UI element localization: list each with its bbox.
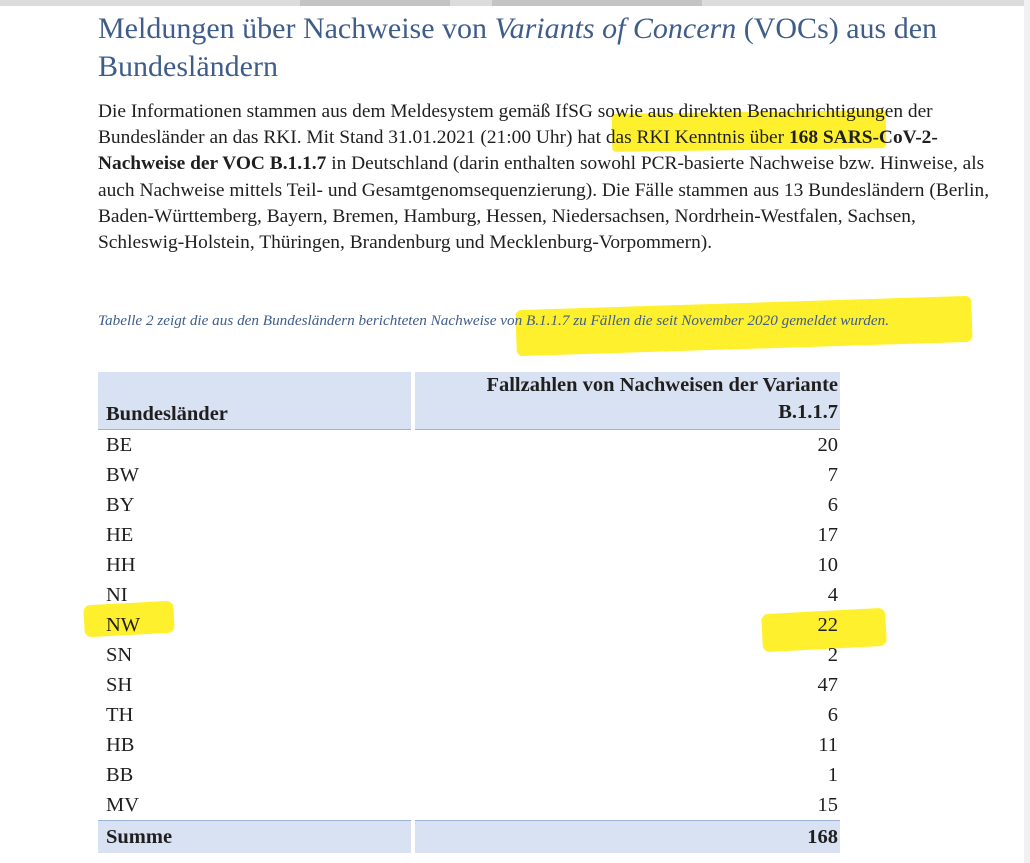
- row-case-count: 15: [817, 794, 838, 816]
- row-case-count: 10: [817, 554, 838, 576]
- table-row: [98, 700, 840, 730]
- row-state-code: BE: [106, 434, 133, 456]
- row-case-count: 2: [827, 644, 838, 666]
- row-case-count: 1: [827, 764, 838, 786]
- browser-top-strip: [0, 0, 1030, 6]
- table-row: [98, 430, 840, 461]
- table-header-row: [98, 372, 840, 430]
- title-italic-part: Variants of Concern: [494, 12, 737, 45]
- row-state-code: NW: [106, 614, 141, 636]
- row-state-code: SN: [106, 644, 133, 666]
- row-case-count: 11: [818, 734, 838, 756]
- table-row: [98, 670, 840, 700]
- table-row: [98, 610, 840, 640]
- table-total-row: [98, 821, 840, 854]
- row-case-count: 47: [817, 674, 838, 696]
- table-row: [98, 640, 840, 670]
- row-state-code: HE: [106, 524, 134, 546]
- title-part-2: (VOCs) aus den Bundesländern: [98, 12, 938, 83]
- row-case-count: 6: [827, 704, 838, 726]
- header-bundeslaender: Bundesländer: [98, 372, 413, 430]
- browser-tab[interactable]: [492, 0, 702, 6]
- variant-cases-table: [98, 372, 840, 853]
- row-case-count: 20: [817, 434, 838, 456]
- row-state-code: BB: [106, 764, 134, 786]
- title-part-1: Meldungen über Nachweise von: [98, 12, 495, 45]
- row-case-count: 22: [817, 614, 838, 636]
- table-body: [98, 430, 840, 821]
- table-row: [98, 550, 840, 580]
- table-row: [98, 520, 840, 550]
- intro-text-1: Die Informationen stammen aus dem Meldesystem gemäß IfSG sowie aus direkten Benachrichtigungen der Bundesländer an das RKI. Mit Stand 31.01.2021 (21:00 Uhr) hat das RKI Kenntnis über: [98, 101, 933, 149]
- table-row: [98, 730, 840, 760]
- row-state-code: BW: [106, 464, 140, 486]
- header-fallzahlen-line1: Fallzahlen von Nachweisen der Variante: [486, 374, 838, 396]
- row-state-code: HB: [106, 734, 135, 756]
- row-state-code: MV: [106, 794, 140, 816]
- row-case-count: 17: [817, 524, 838, 546]
- table-row: [98, 490, 840, 520]
- header-fallzahlen-line2: B.1.1.7: [778, 401, 838, 423]
- table-row: [98, 460, 840, 490]
- intro-bold-text: 168 SARS-CoV-2-Nachweise der VOC B.1.1.7: [98, 127, 938, 175]
- row-state-code: TH: [106, 704, 134, 726]
- table-row: [98, 790, 840, 821]
- row-state-code: NI: [106, 584, 128, 606]
- header-fallzahlen: [413, 372, 840, 430]
- table-row: [98, 580, 840, 610]
- row-case-count: 7: [827, 464, 838, 486]
- row-state-code: BY: [106, 494, 135, 516]
- total-label: Summe: [98, 821, 413, 854]
- row-case-count: 6: [827, 494, 838, 516]
- vertical-scrollbar[interactable]: [1024, 0, 1030, 863]
- intro-text-2: in Deutschland (darin enthalten sowohl PCR-basierte Nachweise bzw. Hinweise, als auch Nachweise mittels Teil- und Gesamtgenomsequenzierung). Die Fälle stammen aus 13 Bundesländern (Berlin, Baden-Württemberg, Bayern, Bremen, Hamburg, Hessen, Niedersachsen, Nordrhein-Westfalen, Sachsen, Schleswig-Holstein, Thüringen, Brandenburg und Mecklenburg-Vorpommern).: [98, 153, 990, 254]
- intro-paragraph: [98, 99, 1003, 256]
- table-row: [98, 760, 840, 790]
- total-value: 168: [413, 821, 840, 854]
- row-state-code: HH: [106, 554, 136, 576]
- page-title: [98, 10, 998, 86]
- table-caption: Tabelle 2 zeigt die aus den Bundesländern berichteten Nachweise von B.1.1.7 zu Fällen die seit November 2020 gemeldet wurden.: [98, 312, 890, 329]
- browser-tab[interactable]: [300, 0, 450, 6]
- row-case-count: 4: [827, 584, 838, 606]
- row-state-code: SH: [106, 674, 133, 696]
